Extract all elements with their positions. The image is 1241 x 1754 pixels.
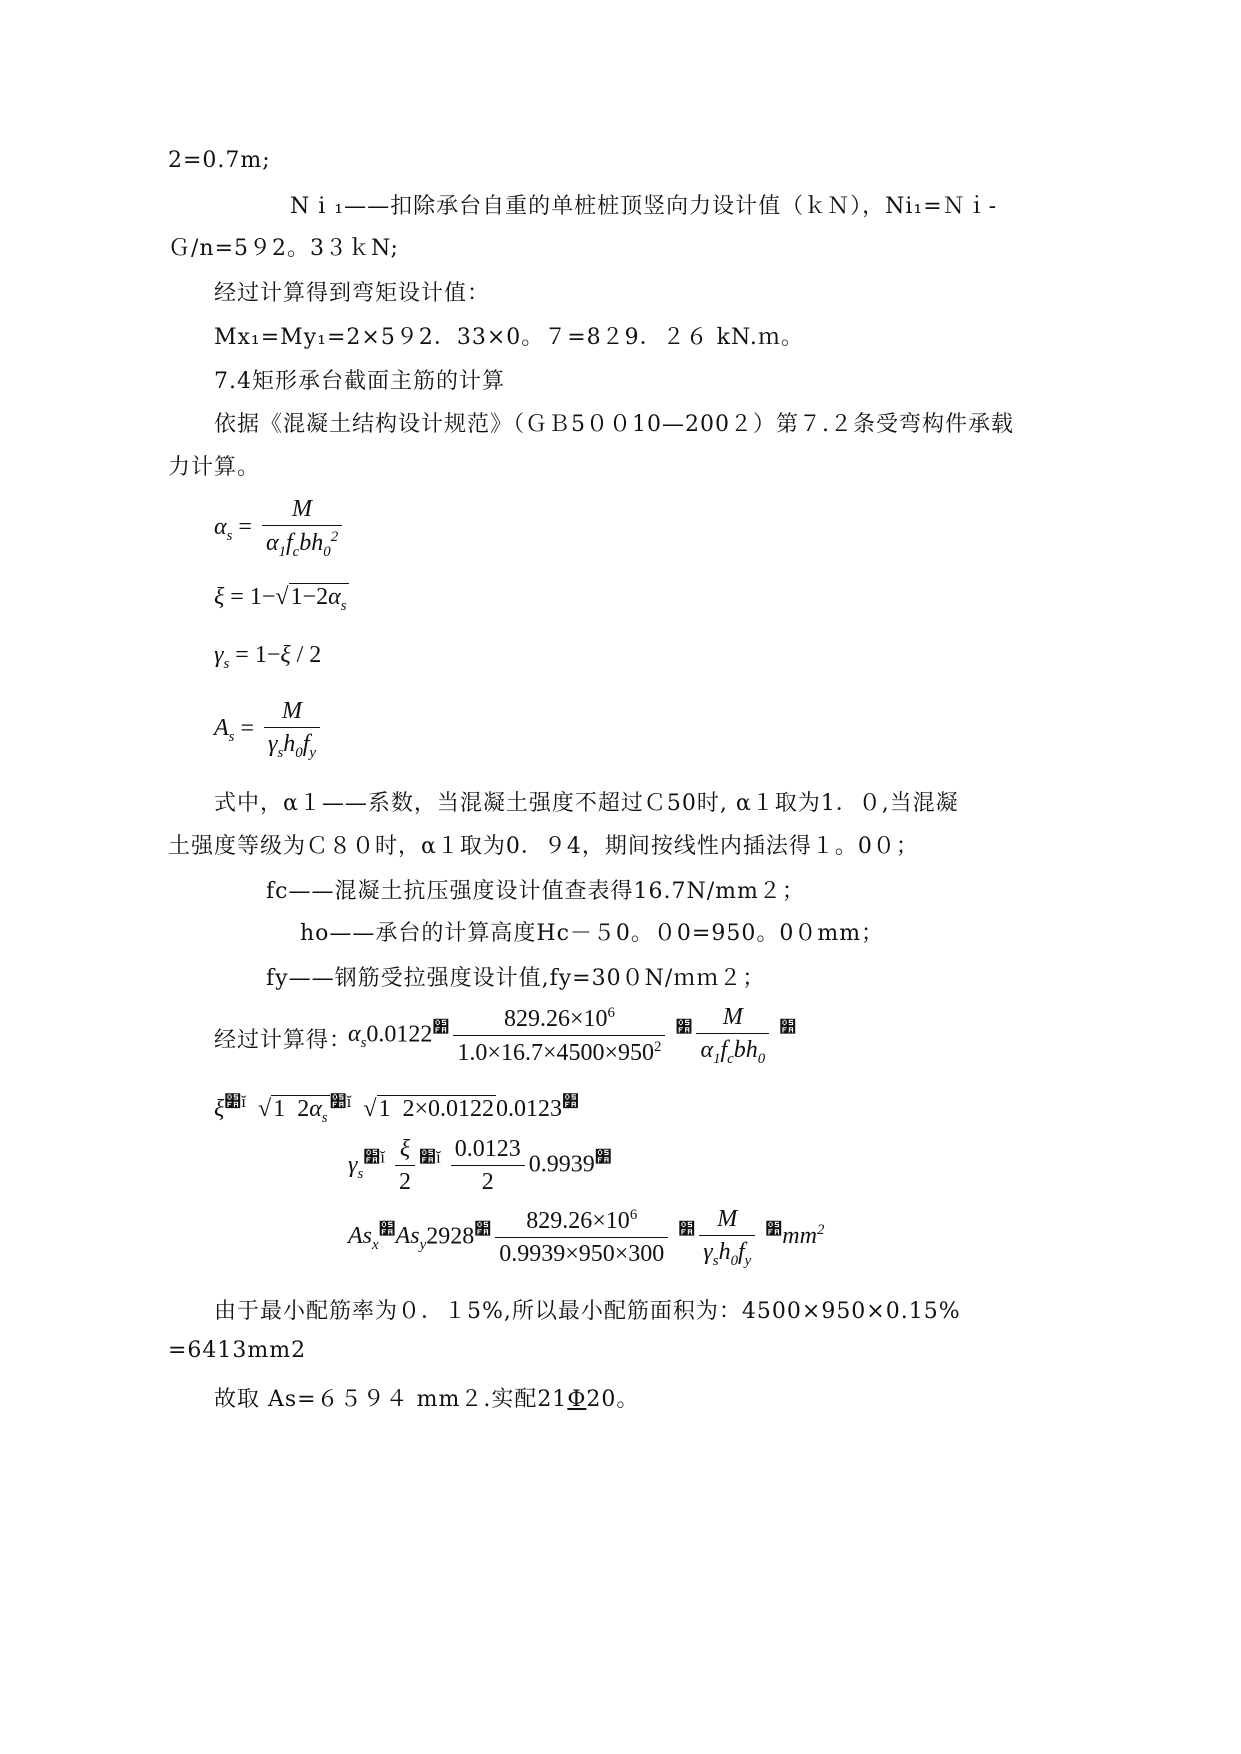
formula-as: $A_s$ = $\frac{M}{\gamma_sh_0f_y}$ [214,698,324,762]
text-line-1: 2=0.7m; [168,148,271,173]
formula-gamma-s: $\gamma_s = 1-\xi / 2$ [214,642,322,672]
text-line-4: 经过计算得到弯矩设计值： [214,281,491,306]
text-line-17-end: 20。 [586,1387,640,1412]
calc-alpha-s: $\alpha_s^׺$ $\frac{M}{\alpha_1f_cbh_0}$ ׺ $\frac{829.26\times 10^6}{1.0\times 16.7\times 4500\times 950^2}$ ׺0.0122 [348,1004,797,1067]
text-line-15: 由于最小配筋率为０．１5%,所以最小配筋面积为：4500×950×0.15% [214,1299,961,1324]
section-heading: 7.4矩形承台截面主筋的计算 [214,369,505,394]
text-line-17-main: 故取 As=６５９４ mm２.实配21 [214,1387,568,1412]
formula-alpha-s: $\alpha_s$ = $\frac{M}{\alpha_1f_cbh_0^2}$ [214,496,346,561]
text-line-9: 式中，α１——系数，当混凝土强度不超过Ｃ50时, α１取为1．０,当混凝 [214,791,959,816]
text-line-7: 依据《混凝土结构设计规范》（ＧＢ5００10—200２）第７.２条受弯构件承载 [214,412,1014,437]
text-line-12: ho——承台的计算高度Hc－５0。０0=950。0０mm； [300,921,885,946]
text-line-14: 经过计算得： [214,1028,353,1053]
text-line-10: 土强度等级为Ｃ８０时，α１取为0．９4，期间按线性内插法得１。0０； [168,834,919,859]
text-line-2: N i ₁——扣除承台自重的单桩桩顶竖向力设计值（ｋＮ），Ni₁=Ｎｉ- [290,194,998,219]
text-line-5: Mx₁=My₁=2×5９2．33×0。７=8２9．２６ kN.ｍ。 [214,325,804,350]
rebar-symbol: Φ [567,1387,587,1412]
calc-gamma-s: $\gamma_s^{׺ĭ}$ $\frac{\xi}{2}$ $^{׺ĭ}$ $\frac{0.0123}{2}$ ׺0.9939 [348,1136,612,1195]
calc-as: $As_x^׺As_y^׺$ $\frac{M}{\gamma_sh_0f_y}$ ׺ $\frac{829.26\times 10^6}{0.9939\times 950\times 300}$ ׺2928 $mm^2$ [348,1206,825,1269]
text-line-3: Ｇ/n=5９2。3３ｋN; [168,236,399,261]
text-line-8: 力计算。 [168,455,261,480]
text-line-13: fy——钢筋受拉强度设计值,fy=30０N/ｍｍ２； [266,966,766,991]
text-line-17 [214,1382,639,1413]
formula-xi: $\xi = 1-√1-2\alpha_s$ [214,584,347,614]
text-line-11: fc——混凝土抗压强度设计值查表得16.7N/mm２； [266,879,805,904]
text-line-16: =6413mm2 [168,1338,307,1363]
calc-xi: $\xi^{׺ĭ}$ √1 $2\alpha_s^{׺ĭ}$ √1 2×0.0122 ׺0.0123 [214,1092,580,1126]
